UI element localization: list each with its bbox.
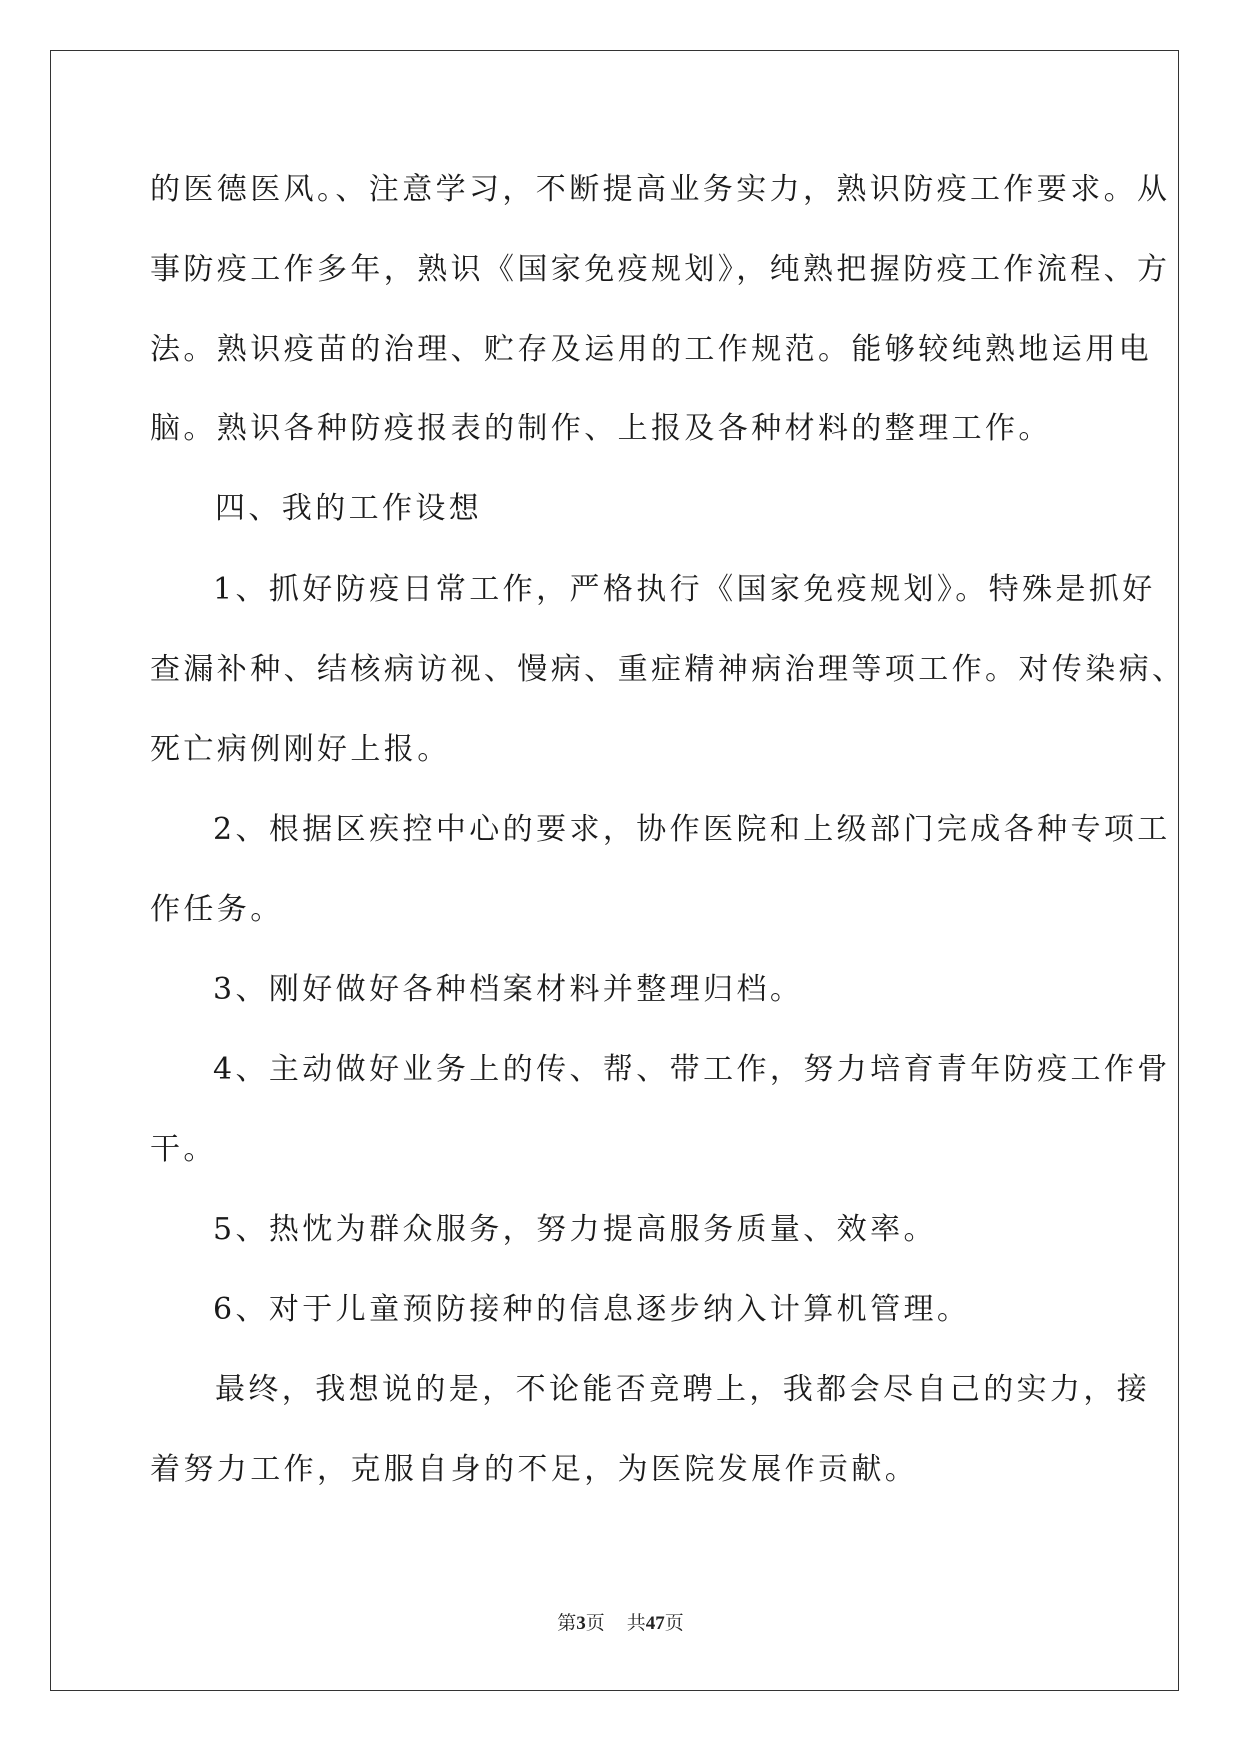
closing-paragraph: 最终，我想说的是，不论能否竞聘上，我都会尽自己的实力，接 [215,1372,1151,1407]
list-item-4: 4、主动做好业务上的传、帮、带工作，努力培育青年防疫工作骨 [213,1052,1171,1087]
page-number-footer [0,1612,1241,1636]
body-text-line: 脑。熟识各种防疫报表的制作、上报及各种材料的整理工作。 [150,411,1052,446]
body-text-line: 法。熟识疫苗的治理、贮存及运用的工作规范。能够较纯熟地运用电 [150,332,1152,367]
list-item-2: 2、根据区疾控中心的要求，协作医院和上级部门完成各种专项工 [213,812,1171,847]
body-text-line: 查漏补种、结核病访视、慢病、重症精神病治理等项工作。对传染病、 [150,652,1186,687]
body-text-line: 死亡病例刚好上报。 [150,732,451,767]
total-unit: 页 [664,1613,684,1634]
body-text-line: 作任务。 [150,892,284,927]
current-page-number: 3 [576,1613,586,1634]
section-heading: 四、我的工作设想 [215,491,483,526]
body-text-line: 干。 [150,1132,217,1167]
page-border [50,50,1179,1691]
total-page-count: 47 [645,1613,665,1634]
list-item-3: 3、刚好做好各种档案材料并整理归档。 [213,972,804,1007]
body-text-line: 的医德医风。、注意学习，不断提高业务实力，熟识防疫工作要求。从 [150,172,1171,207]
page-prefix: 第 [557,1613,577,1634]
list-item-1: 1、抓好防疫日常工作，严格执行《国家免疫规划》。特殊是抓好 [213,572,1156,607]
list-item-5: 5、热忱为群众服务，努力提高服务质量、效率。 [213,1212,937,1247]
body-text-line: 着努力工作，克服自身的不足，为医院发展作贡献。 [150,1452,919,1487]
list-item-6: 6、对于儿童预防接种的信息逐步纳入计算机管理。 [213,1292,971,1327]
total-prefix: 共 [626,1613,646,1634]
body-text-line: 事防疫工作多年，熟识《国家免疫规划》，纯熟把握防疫工作流程、方 [150,252,1171,287]
page-unit: 页 [585,1613,605,1634]
